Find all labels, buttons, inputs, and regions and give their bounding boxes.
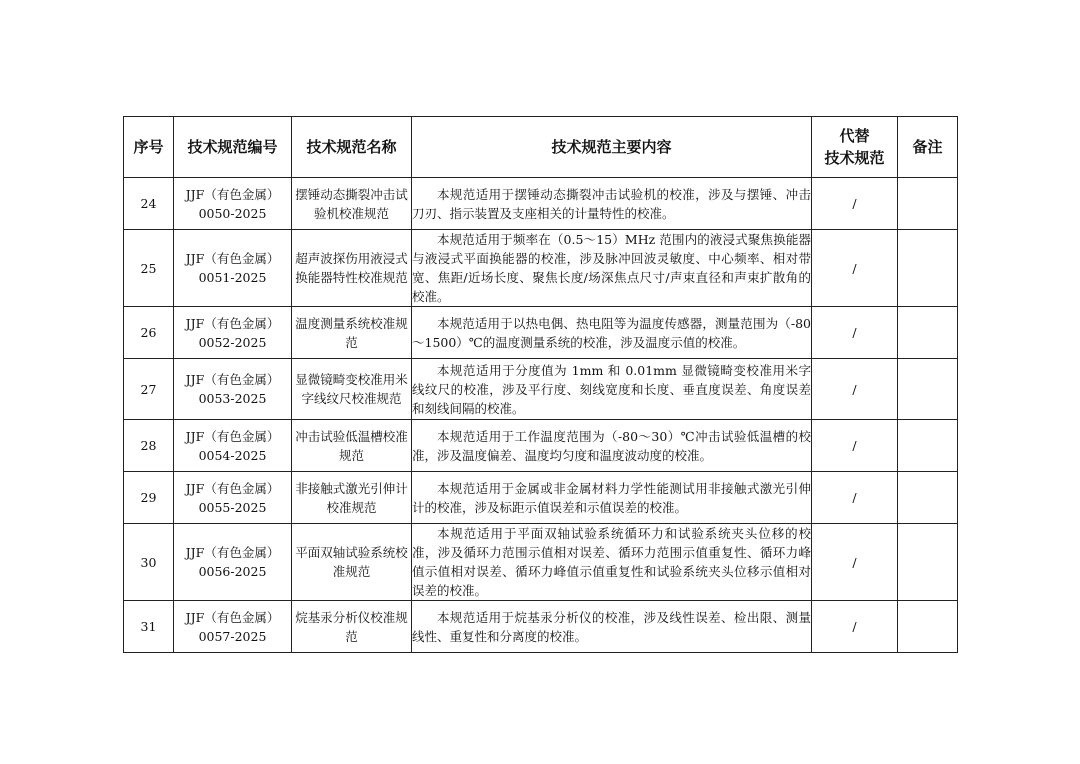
- cell-name: 冲击试验低温槽校准规范: [292, 420, 412, 472]
- cell-note: [898, 230, 958, 307]
- cell-content-text: 本规范适用于摆锤动态撕裂冲击试验机的校准，涉及与摆锤、冲击刀刃、指示装置及支座相关的计量特性的校准。: [412, 186, 811, 221]
- cell-no: 25: [124, 230, 174, 307]
- cell-content: [412, 420, 812, 472]
- cell-no: 28: [124, 420, 174, 472]
- cell-no: 30: [124, 524, 174, 601]
- cell-code: [174, 420, 292, 472]
- cell-name: 温度测量系统校准规范: [292, 307, 412, 359]
- table-row: [124, 601, 958, 653]
- cell-content-text: 本规范适用于金属或非金属材料力学性能测试用非接触式激光引伸计的校准，涉及标距示值误差和示值误差的校准。: [412, 480, 811, 515]
- table-row: [124, 472, 958, 524]
- cell-code: [174, 359, 292, 420]
- cell-code: [174, 178, 292, 230]
- cell-note: [898, 359, 958, 420]
- cell-content: [412, 178, 812, 230]
- cell-no: 27: [124, 359, 174, 420]
- cell-name: 平面双轴试验系统校准规范: [292, 524, 412, 601]
- cell-note: [898, 524, 958, 601]
- table-row: [124, 359, 958, 420]
- cell-note: [898, 307, 958, 359]
- cell-code-line2: 0055-2025: [198, 499, 267, 515]
- spec-table: [123, 116, 958, 653]
- cell-content: [412, 524, 812, 601]
- cell-name: 烷基汞分析仪校准规范: [292, 601, 412, 653]
- table-header-row: [124, 117, 958, 178]
- cell-name: 非接触式激光引伸计校准规范: [292, 472, 412, 524]
- cell-name: 显微镜畸变校准用米字线纹尺校准规范: [292, 359, 412, 420]
- cell-content-text: 本规范适用于工作温度范围为（-80～30）℃冲击试验低温槽的校准，涉及温度偏差、温度均匀度和温度波动度的校准。: [412, 428, 811, 463]
- cell-content-text: 本规范适用于分度值为 1mm 和 0.01mm 显微镜畸变校准用米字线纹尺的校准，涉及平行度、刻线宽度和长度、垂直度误差、角度误差和刻线间隔的校准。: [412, 362, 811, 416]
- cell-code-line1: JJF（有色金属）: [185, 372, 280, 387]
- cell-replace: /: [812, 178, 898, 230]
- cell-code-line2: 0051-2025: [198, 270, 267, 285]
- cell-note: [898, 178, 958, 230]
- cell-replace: /: [812, 524, 898, 601]
- cell-replace: /: [812, 472, 898, 524]
- cell-name: 摆锤动态撕裂冲击试验机校准规范: [292, 178, 412, 230]
- header-note: 备注: [898, 117, 958, 178]
- cell-code-line2: 0053-2025: [198, 391, 267, 406]
- cell-content: [412, 307, 812, 359]
- cell-code-line2: 0054-2025: [198, 447, 267, 463]
- header-code: 技术规范编号: [174, 117, 292, 178]
- table-row: [124, 420, 958, 472]
- cell-note: [898, 472, 958, 524]
- cell-code: [174, 230, 292, 307]
- table-row: [124, 178, 958, 230]
- cell-replace: /: [812, 230, 898, 307]
- cell-content-text: 本规范适用于以热电偶、热电阻等为温度传感器，测量范围为（-80～1500）℃的温度测量系统的校准，涉及温度示值的校准。: [412, 315, 811, 350]
- header-no: 序号: [124, 117, 174, 178]
- cell-note: [898, 601, 958, 653]
- cell-no: 29: [124, 472, 174, 524]
- cell-code: [174, 472, 292, 524]
- cell-replace: /: [812, 420, 898, 472]
- table-row: [124, 524, 958, 601]
- cell-no: 26: [124, 307, 174, 359]
- cell-code-line1: JJF（有色金属）: [185, 480, 280, 496]
- cell-content: [412, 601, 812, 653]
- cell-code-line1: JJF（有色金属）: [185, 545, 280, 560]
- header-replace-line1: 代替: [839, 127, 870, 145]
- cell-content-text: 本规范适用于烷基汞分析仪的校准，涉及线性误差、检出限、测量线性、重复性和分离度的校准。: [412, 609, 811, 644]
- cell-replace: /: [812, 601, 898, 653]
- cell-code-line2: 0057-2025: [198, 628, 267, 644]
- cell-note: [898, 420, 958, 472]
- header-replace-line2: 技术规范: [824, 149, 885, 167]
- cell-no: 24: [124, 178, 174, 230]
- cell-content-text: 本规范适用于平面双轴试验系统循环力和试验系统夹头位移的校准，涉及循环力范围示值相对误差、循环力范围示值重复性、循环力峰值示值相对误差、循环力峰值示值重复性和试验系统夹头位移示值相对误差的校准。: [412, 526, 811, 598]
- cell-content: [412, 230, 812, 307]
- cell-code: [174, 307, 292, 359]
- cell-code-line1: JJF（有色金属）: [185, 251, 280, 266]
- cell-replace: /: [812, 307, 898, 359]
- cell-code: [174, 524, 292, 601]
- cell-name: 超声波探伤用液浸式换能器特性校准规范: [292, 230, 412, 307]
- header-name: 技术规范名称: [292, 117, 412, 178]
- cell-code-line1: JJF（有色金属）: [185, 186, 280, 202]
- cell-code-line2: 0052-2025: [198, 334, 267, 350]
- cell-code-line2: 0050-2025: [198, 205, 267, 221]
- table-row: [124, 230, 958, 307]
- cell-content: [412, 472, 812, 524]
- header-content: 技术规范主要内容: [412, 117, 812, 178]
- cell-replace: /: [812, 359, 898, 420]
- cell-code-line1: JJF（有色金属）: [185, 428, 280, 444]
- table-row: [124, 307, 958, 359]
- cell-no: 31: [124, 601, 174, 653]
- cell-content: [412, 359, 812, 420]
- cell-code-line1: JJF（有色金属）: [185, 315, 280, 331]
- cell-content-text: 本规范适用于频率在（0.5～15）MHz 范围内的液浸式聚焦换能器与液浸式平面换能器的校准，涉及脉冲回波灵敏度、中心频率、相对带宽、焦距/近场长度、聚焦长度/场深焦点尺寸/声束直径和声束扩散角的校准。: [412, 232, 811, 304]
- cell-code-line1: JJF（有色金属）: [185, 609, 280, 625]
- header-replace: [812, 117, 898, 178]
- cell-code: [174, 601, 292, 653]
- cell-code-line2: 0056-2025: [198, 564, 267, 579]
